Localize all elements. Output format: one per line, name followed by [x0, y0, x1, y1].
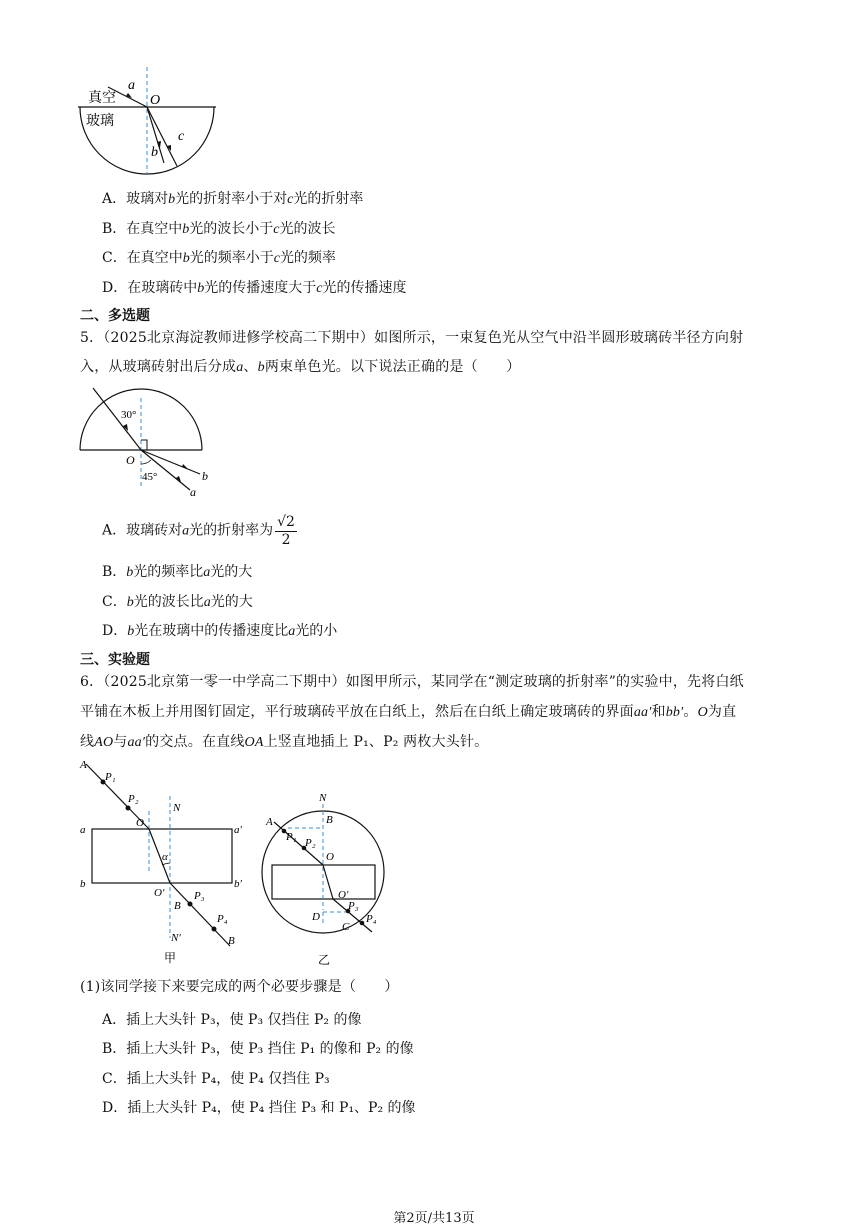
fig6a-label-N: N: [173, 802, 181, 814]
fig6a-label-P1: P₁: [105, 771, 116, 783]
fig4-label-boli: 玻璃: [86, 114, 114, 129]
figure-q5-semicircle: [78, 382, 218, 500]
fig6a-label-a: a: [80, 824, 86, 836]
fig6b-label-P4: P₄: [366, 913, 377, 925]
q4-option-C: C．在真空中b光的频率小于c光的频率: [102, 250, 336, 266]
fig6a-label-P3: P₃: [194, 890, 205, 902]
q6-stem-line1: 6．（2025北京第一零一中学高二下期中）如图甲所示，某同学在“测定玻璃的折射率”的实验中，先将白纸: [80, 674, 744, 690]
q6-sub1: (1)该同学接下来要完成的两个必要步骤是（ ）: [80, 979, 399, 995]
fig6b-label-P1: P₁: [286, 831, 297, 843]
q5-option-C: C．b光的波长比a光的大: [102, 594, 253, 610]
fig6b-label-P3: P₃: [348, 900, 359, 912]
fig6a-label-B-end: B: [228, 935, 235, 947]
section-heading-experiment: 三、实验题: [80, 652, 150, 668]
q6-option-B: B．插上大头针 P₃，使 P₃ 挡住 P₁ 的像和 P₂ 的像: [102, 1041, 414, 1057]
fig6a-label-P2: P₂: [128, 793, 139, 805]
fig6b-label-A: A: [266, 816, 273, 828]
fig4-label-c: c: [178, 129, 185, 144]
fig4-label-a: a: [128, 78, 135, 93]
fig6b-caption: 乙: [318, 953, 331, 967]
fig5-label-O: O: [126, 453, 135, 467]
fig5-angle-30: 30°: [121, 409, 137, 421]
fig6a-label-a-prime: a′: [234, 824, 242, 836]
fig6a-label-b: b: [80, 878, 86, 890]
fig5-angle-45: 45°: [142, 471, 158, 483]
fraction-sqrt2-over-2: $\frac{√2}{2}$: [277, 514, 295, 548]
q4-option-B: B．在真空中b光的波长小于c光的波长: [102, 221, 336, 237]
section-heading-multiple-choice: 二、多选题: [80, 308, 150, 324]
fig4-label-O: O: [150, 93, 161, 108]
figure-q6-yi: [258, 790, 398, 968]
fig6a-label-b-prime: b′: [234, 878, 242, 890]
fig6a-label-O: O: [136, 817, 144, 829]
fig6b-label-B: B: [326, 814, 333, 826]
q4-option-A: A．玻璃对b光的折射率小于对c光的折射率: [102, 191, 364, 207]
q5-stem-line2: 入，从玻璃砖射出后分成a、b两束单色光。以下说法正确的是（ ）: [80, 359, 521, 375]
fig6b-label-C: C: [342, 921, 350, 933]
q6-stem-line2: 平铺在木板上并用图钉固定，平行玻璃砖平放在白纸上，然后在白纸上确定玻璃砖的界面aa′和bb′。O为直: [80, 704, 737, 720]
fig6a-label-O-prime: O′: [154, 887, 165, 899]
q5-option-B: B．b光的频率比a光的大: [102, 564, 253, 580]
fig6b-label-O-prime: O′: [338, 889, 349, 901]
fig6b-label-N: N: [319, 792, 327, 804]
figure-q6-jia: [78, 756, 253, 968]
fig6a-label-A: A: [80, 759, 87, 771]
fig6a-label-alpha: α: [162, 851, 168, 863]
fig6a-label-B-mid: B: [174, 900, 181, 912]
q5-option-D: D．b光在玻璃中的传播速度比a光的小: [102, 623, 338, 639]
q6-stem-line3: 线AO与aa′的交点。在直线OA上竖直地插上 P₁、P₂ 两枚大头针。: [80, 734, 489, 750]
q4-option-D: D．在玻璃砖中b光的传播速度大于c光的传播速度: [102, 280, 407, 296]
q6-option-A: A．插上大头针 P₃，使 P₃ 仅挡住 P₂ 的像: [102, 1012, 362, 1028]
fig5-label-b: b: [202, 469, 208, 483]
fig6b-label-D: D: [312, 911, 320, 923]
q5-stem-line1: 5．（2025北京海淀教师进修学校高二下期中）如图所示，一束复色光从空气中沿半圆形玻璃砖半径方向射: [80, 330, 744, 346]
fig6b-label-P2: P₂: [305, 837, 316, 849]
fig4-label-b: b: [151, 145, 158, 160]
page-footer: 第2页/共13页: [393, 1211, 475, 1226]
figure-q4-refraction: [78, 62, 228, 182]
q6-option-C: C．插上大头针 P₄，使 P₄ 仅挡住 P₃: [102, 1071, 330, 1087]
q6-option-D: D．插上大头针 P₄，使 P₄ 挡住 P₃ 和 P₁、P₂ 的像: [102, 1100, 416, 1116]
fig6a-label-P4: P₄: [217, 913, 228, 925]
q5-option-A: A．玻璃砖对a光的折射率为 $\frac{√2}{2}$: [102, 514, 295, 548]
fig6a-caption: 甲: [164, 951, 177, 965]
fig4-label-zhenkong: 真空: [88, 91, 116, 106]
fig6a-label-N-prime: N′: [171, 932, 181, 944]
fig5-label-a: a: [190, 485, 196, 499]
fig6b-label-O: O: [326, 851, 334, 863]
